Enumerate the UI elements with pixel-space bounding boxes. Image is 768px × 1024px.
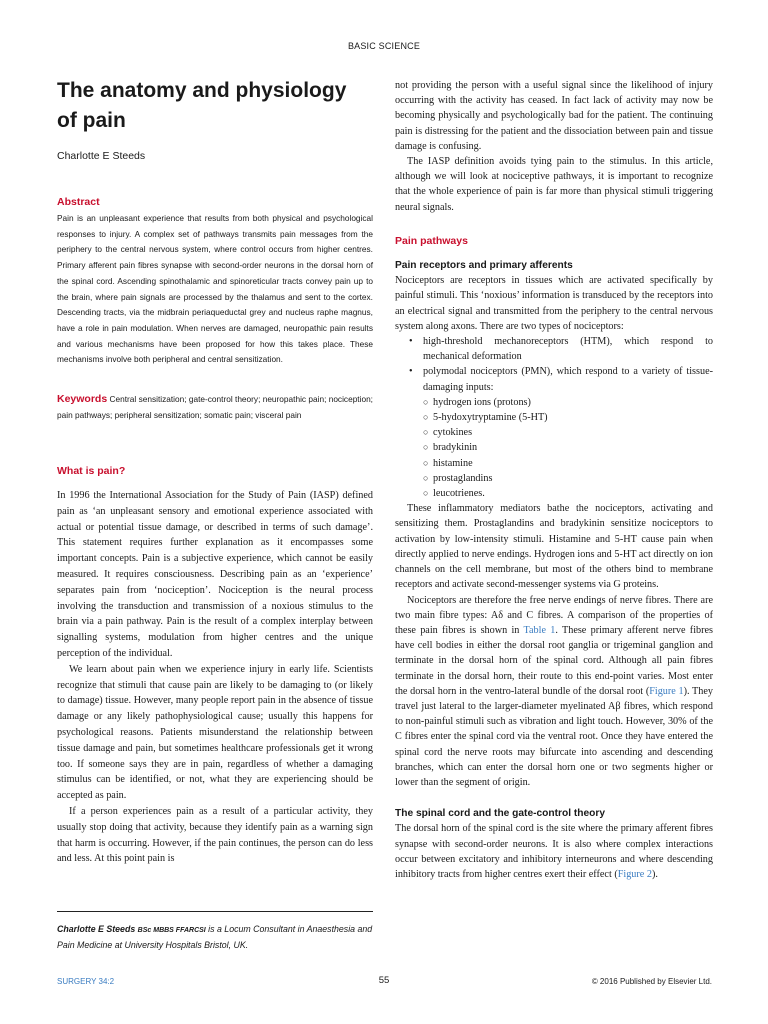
- list-item-text: high-threshold mechanoreceptors (HTM), which respond to mechanical deformation: [423, 336, 713, 363]
- circle-bullet-icon: ○: [423, 396, 429, 407]
- circle-bullet-icon: ○: [423, 472, 429, 483]
- paragraph-text: ). They travel just lateral to the larger-diameter myelinated Aβ fibres, which respond to non-painful stimuli such as vibration and light touch. However, 30% of the C fibres enter the spinal cord via the ventral root. Once they have entered the spinal cord the nerve roots may bifurcate into ascending and descending branches, which can enter the dorsal horn one or two segments higher or lower than the segment of origin.: [395, 685, 713, 788]
- author-note-name: Charlotte E Steeds: [57, 924, 136, 934]
- list-item-text: bradykinin: [433, 442, 478, 454]
- nociceptor-types-list: [395, 334, 713, 501]
- paragraph: We learn about pain when we experience injury in early life. Scientists recognize that stimuli that cause pain are likely to be damaging to (or likely to damage) tissue. However, many people report pain in the absence of tissue damage or any likely pathophysiological cause; usually this happens for psychological reasons. Patients misunderstand the relationship between tissue damage and pain, but sometimes healthcare professionals get it wrong too. If someone says they are in pain, regardless of whether a damaging stimulus can be identified, or not, what they are experiencing should be accepted as pain.: [57, 663, 373, 802]
- paragraph-text: Nociceptors are therefore the free nerve endings of nerve fibres. There are two main fibre types: Aδ and C fibres. A comparison of the properties of these pain fibres is shown in: [395, 594, 713, 636]
- paragraph: [395, 821, 713, 882]
- author-name: Charlotte E Steeds: [57, 150, 146, 162]
- footer-journal: SURGERY 34:2: [57, 977, 115, 986]
- paragraph: The IASP definition avoids tying pain to the stimulus. In this article, although we will look at nociceptive pathways, it is important to recognize that the whole experience of pain is far more than physical stimuli triggering neural signals.: [395, 156, 713, 213]
- section-header: BASIC SCIENCE: [347, 41, 421, 51]
- paragraph: These inflammatory mediators bathe the nociceptors, activating and sensitizing them. Prostaglandins and bradykinin sensitize nociceptors to activation by low-intensity stimuli. Histamine and 5-HT cause pain when directly applied to nerve endings. Hydrogen ions and 5-HT act directly on ion channels on the cell membrane, but most of the others bind to membrane receptors and activate second-messenger systems via G proteins.: [395, 503, 713, 591]
- subheading-pain-receptors: Pain receptors and primary afferents: [395, 260, 573, 272]
- list-item: [423, 395, 713, 410]
- figure-1-link[interactable]: Figure 1: [649, 685, 684, 697]
- list-item: [423, 486, 713, 501]
- list-item-text: polymodal nociceptors (PMN), which respond to a variety of tissue-damaging inputs:: [423, 366, 713, 393]
- list-item: [395, 364, 713, 501]
- paragraph: Nociceptors are receptors in tissues which are activated specifically by painful stimuli. This ‘noxious’ information is transduced by the receptors into an electrical signal and transmitted from the periphery to the central nervous system along axons. There are two types of nociceptors:: [395, 275, 713, 332]
- list-item: [395, 334, 713, 364]
- list-item-text: hydrogen ions (protons): [433, 396, 531, 408]
- subheading-gate-control: The spinal cord and the gate-control theory: [395, 808, 605, 820]
- article-title: The anatomy and physiology of pain: [57, 79, 347, 132]
- right-column-body: [395, 78, 713, 882]
- list-item-text: prostaglandins: [433, 472, 493, 484]
- circle-bullet-icon: ○: [423, 412, 429, 423]
- bullet-icon: •: [409, 336, 413, 348]
- footer-copyright: © 2016 Published by Elsevier Ltd.: [591, 977, 712, 986]
- list-item: [423, 471, 713, 486]
- list-item-text: cytokines: [433, 427, 473, 439]
- list-item: [423, 456, 713, 471]
- keywords-block: [57, 392, 373, 423]
- author-note-qualifications: BSc MBBS FFARCSI: [137, 927, 206, 934]
- left-column-body: [57, 488, 373, 867]
- paragraph-text: The dorsal horn of the spinal cord is the site where the primary afferent fibres synapse with second-order neurons. It is also where complex interactions occur between excitatory and inhibitory interneurons and where descending inhibitory tracts from higher centres exert their effect (: [395, 823, 713, 880]
- abstract-text: Pain is an unpleasant experience that results from both physical and psychological responses to injury. A complex set of pathways transmits pain messages from the periphery to the central nervous system, where control occurs from higher centres. Primary afferent pain fibres synapse with second-order neurons in the dorsal horn of the spinal cord. Ascending spinothalamic and spinoreticular tracts convey pain up to the brain, where pain signals are processed by the thalamus and sent to the cortex. Descending tracts, via the midbrain periaqueductal grey and nucleus raphe magnus, have a role in pain modulation. When nerves are damaged, neuropathic pain results and various mechanisms have been proposed for how this takes place. These mechanisms involve both peripheral and central sensitization.: [57, 213, 373, 365]
- circle-bullet-icon: ○: [423, 457, 429, 468]
- section-heading-pain-pathways: Pain pathways: [395, 234, 468, 247]
- figure-2-link[interactable]: Figure 2: [617, 868, 652, 880]
- list-item-text: 5-hydoxytryptamine (5-HT): [433, 412, 548, 424]
- list-item: [423, 425, 713, 440]
- page-number: 55: [378, 975, 390, 986]
- paragraph: In 1996 the International Association for the Study of Pain (IASP) defined pain as ‘an unpleasant sensory and emotional experience associated with actual or potential tissue damage, or described in terms of such damage’. This statement requires further explanation as it encompasses some important concepts. Pain is a subjective experience, which cannot be easily measured. It requires consciousness. Describing pain as an ‘experience’ separates pain from ‘nociception’. Nociception is the neural process involving the transduction and transmission of a noxious stimulus to the brain via a pain pathway. Pain is the result of a complex interplay between signalling systems, modulation from higher centres and the unique perception of the individual.: [57, 490, 373, 659]
- paragraph-text: ).: [651, 868, 658, 880]
- abstract-heading: Abstract: [57, 196, 100, 208]
- author-note-text: is a Locum Consultant in Anaesthesia and Pain Medicine at University Hospitals Bristol, UK.: [57, 924, 373, 950]
- circle-bullet-icon: ○: [423, 427, 429, 438]
- list-item-text: leucotrienes.: [433, 488, 485, 500]
- paragraph-text: . These primary afferent nerve fibres have cell bodies in either the dorsal root ganglia or trigeminal ganglion and terminate in the dorsal horn of the spinal cord. Although all pain fibres terminate in the dorsal horn, their route to this end-point varies. Most enter the dorsal horn in the ventro-lateral bundle of the dorsal root (: [395, 624, 713, 697]
- list-item: [423, 410, 713, 425]
- circle-bullet-icon: ○: [423, 442, 429, 453]
- list-item: [423, 440, 713, 455]
- keywords-label: Keywords: [57, 393, 108, 405]
- keywords-text: Central sensitization; gate-control theory; neuropathic pain; nociception; pain pathways; peripheral sensitization; somatic pain; visceral pain: [57, 394, 373, 420]
- footnote-divider: [57, 911, 373, 912]
- paragraph: [395, 593, 713, 791]
- bullet-icon: •: [409, 366, 413, 378]
- paragraph: not providing the person with a useful signal since the likelihood of injury occurring with the activity has ceased. In fact lack of activity may now be becoming physically and psychologically bad for the patient. The continuing pain is distressing for the patient and the dissociation between pain and tissue damage is confusing.: [395, 80, 713, 152]
- section-heading-what-is-pain: What is pain?: [57, 465, 126, 477]
- circle-bullet-icon: ○: [423, 488, 429, 499]
- list-item-text: histamine: [433, 457, 473, 469]
- author-affiliation-note: [57, 922, 373, 953]
- tissue-inputs-list: [423, 395, 713, 501]
- paragraph: If a person experiences pain as a result of a particular activity, they usually stop doing that activity, because they identify pain as a warning sign that harm is occurring. However, if the pain continues, the person can do less and less. At this point pain is: [57, 805, 373, 865]
- table-1-link[interactable]: Table 1: [523, 624, 556, 636]
